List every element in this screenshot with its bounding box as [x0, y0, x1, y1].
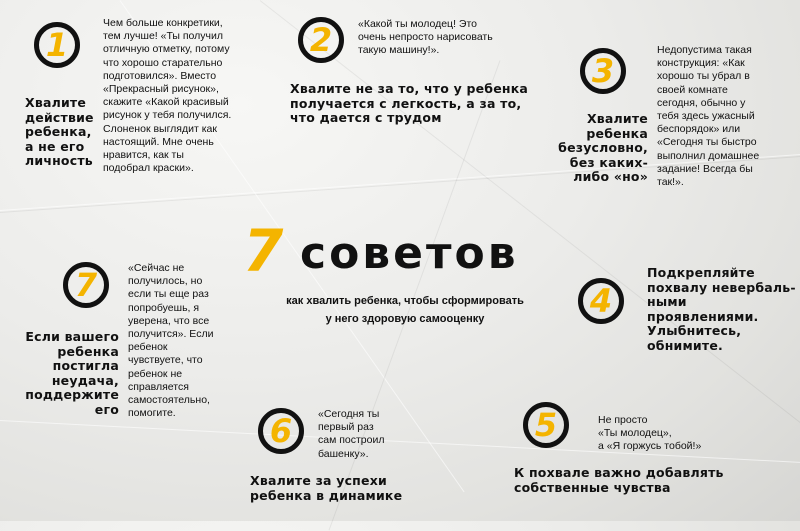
- heading-line: К похвале важно добавлять: [514, 465, 724, 480]
- body-line: так!».: [657, 176, 684, 189]
- tip-5-number-badge: [523, 402, 569, 448]
- heading-line: что дается с трудом: [290, 110, 442, 125]
- heading-line: его: [94, 401, 119, 417]
- title-word: советов: [300, 228, 519, 279]
- body-line: ребенок не: [128, 367, 183, 380]
- tip-6-number-badge: [258, 408, 304, 454]
- body-line: а «Я горжусь тобой!»: [598, 440, 702, 453]
- heading-line: личность: [25, 153, 93, 168]
- body-line: конструкция: «Как: [657, 57, 745, 70]
- tip-number: 6: [269, 412, 293, 450]
- body-line: такую машину!».: [358, 44, 440, 57]
- body-line: тем лучше! «Ты получил: [103, 30, 224, 43]
- tip-number: 1: [45, 26, 69, 64]
- tip-6-heading: [250, 474, 450, 503]
- body-line: очень непросто нарисовать: [358, 31, 493, 44]
- heading-line: Хвалите: [25, 95, 87, 110]
- body-line: Чем больше конкретики,: [103, 17, 223, 29]
- heading-line: действие: [25, 109, 94, 125]
- body-line: самостоятельно,: [128, 394, 210, 407]
- body-line: справляется: [128, 380, 189, 393]
- body-line: Не просто: [598, 414, 648, 426]
- body-line: отличную отметку, потому: [103, 43, 230, 56]
- heading-line: ребенка,: [25, 124, 92, 139]
- body-line: выполнил домашнее: [657, 149, 760, 162]
- heading-line: Хвалите не за то, что у ребенка: [290, 81, 529, 96]
- subtitle-line: как хвалить ребенка, чтобы сформировать: [286, 295, 524, 307]
- heading-line: без каких-: [569, 154, 648, 170]
- body-line: сегодня, обычно у: [657, 96, 746, 109]
- heading-line: получается с легкость, а за то,: [290, 95, 522, 111]
- heading-line: ребенка: [57, 343, 119, 359]
- body-line: своей комнате: [657, 83, 728, 96]
- body-line: ребенок: [128, 341, 168, 354]
- body-line: попробуешь, я: [128, 301, 200, 314]
- tip-1-heading: [25, 96, 110, 169]
- body-line: подготовился». Вместо: [103, 69, 217, 82]
- body-line: «Сегодня ты: [318, 408, 380, 420]
- heading-line: безусловно,: [558, 140, 648, 155]
- body-line: «Сейчас не: [128, 262, 185, 274]
- heading-line: обнимите.: [647, 337, 723, 353]
- tip-number: 7: [74, 266, 98, 304]
- heading-line: ребенка: [586, 125, 648, 141]
- heading-line: либо «но»: [573, 169, 648, 184]
- body-line: рисунок у тебя получился.: [103, 109, 232, 122]
- body-line: получилось, но: [128, 275, 203, 288]
- tip-7-heading: [14, 330, 119, 417]
- body-line: чувствуете, что: [128, 354, 203, 367]
- body-line: настоящий. Мне очень: [103, 135, 214, 148]
- tip-7-body: [128, 262, 258, 420]
- tip-3-heading: [548, 112, 648, 185]
- heading-line: Хвалите: [586, 111, 648, 126]
- tip-1-body: [103, 17, 263, 175]
- heading-line: Хвалите за успехи: [250, 473, 387, 488]
- heading-line: а не его: [25, 138, 85, 154]
- tip-4-heading: [647, 266, 797, 353]
- body-line: тебя здесь ужасный: [657, 110, 755, 123]
- tip-number: 5: [534, 406, 558, 444]
- body-line: «Ты молодец»,: [598, 427, 672, 440]
- tip-1-number-badge: [34, 22, 80, 68]
- body-line: «Какой ты молодец! Это: [358, 18, 477, 30]
- body-line: скажите «Какой красивый: [103, 96, 229, 109]
- body-line: что хорошо старательно: [103, 56, 223, 69]
- subtitle-line: у него здоровую самооценку: [325, 313, 485, 325]
- body-line: Недопустима такая: [657, 44, 752, 56]
- body-line: Слоненок выглядит как: [103, 122, 217, 135]
- body-line: «Прекрасный рисунок»,: [103, 83, 219, 96]
- heading-line: Если вашего: [25, 329, 119, 344]
- body-line: сам построил: [318, 434, 385, 447]
- heading-line: ными проявлениями.: [647, 294, 759, 324]
- heading-line: Подкрепляйте: [647, 265, 755, 280]
- tip-2-heading: [290, 82, 530, 126]
- body-line: нравится, как ты: [103, 149, 184, 162]
- body-line: если ты еще раз: [128, 288, 209, 301]
- body-line: первый раз: [318, 421, 374, 434]
- heading-line: ребенка в динамике: [250, 487, 403, 503]
- title-number: 7: [243, 217, 284, 285]
- tip-5-heading: [514, 466, 744, 495]
- tip-2-number-badge: [298, 17, 344, 63]
- heading-line: Улыбнитесь,: [647, 323, 742, 338]
- heading-line: поддержите: [25, 387, 119, 402]
- tip-number: 3: [591, 52, 615, 90]
- body-line: задание! Всегда бы: [657, 162, 753, 175]
- body-line: «Сегодня ты быстро: [657, 136, 757, 149]
- body-line: беспорядок» или: [657, 123, 741, 136]
- body-line: хорошо ты убрал в: [657, 70, 750, 83]
- heading-line: собственные чувства: [514, 479, 671, 495]
- tip-number: 4: [589, 282, 613, 320]
- heading-line: постигла: [52, 358, 119, 373]
- tip-6-body: [318, 408, 438, 461]
- tip-2-body: [358, 18, 518, 58]
- tip-5-body: [598, 414, 758, 454]
- heading-line: неудача,: [51, 372, 119, 388]
- body-line: подобрал краски».: [103, 162, 194, 175]
- subtitle: [250, 292, 560, 328]
- heading-line: похвалу невербаль-: [647, 279, 796, 295]
- tip-number: 2: [309, 21, 333, 59]
- body-line: получится». Если: [128, 328, 214, 341]
- tip-3-number-badge: [580, 48, 626, 94]
- tip-7-number-badge: [63, 262, 109, 308]
- tip-3-body: [657, 44, 797, 189]
- body-line: башенку».: [318, 447, 369, 460]
- tip-4-number-badge: [578, 278, 624, 324]
- body-line: уверена, что все: [128, 314, 210, 327]
- body-line: помогите.: [128, 407, 176, 420]
